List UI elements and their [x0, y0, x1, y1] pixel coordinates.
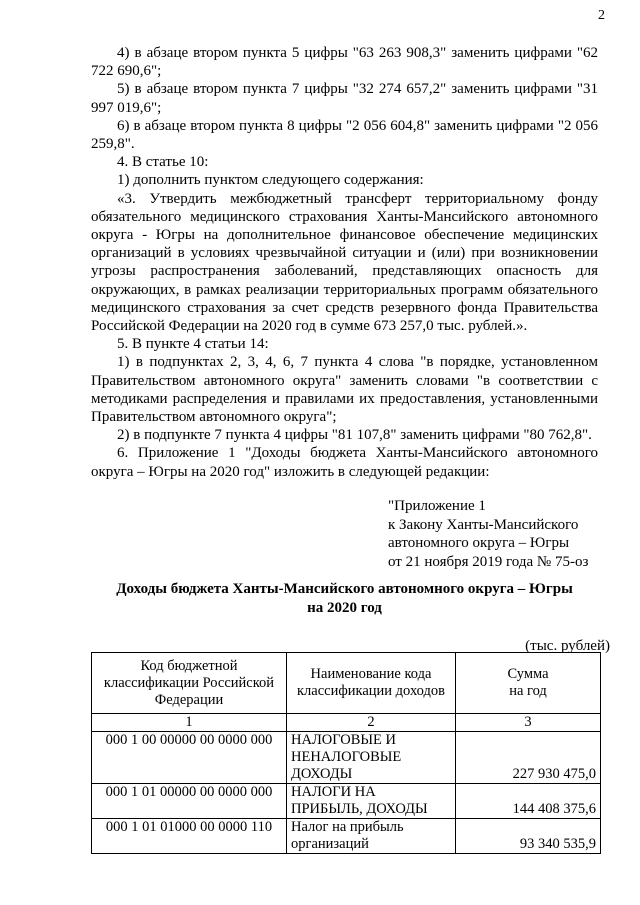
income-table	[91, 652, 601, 854]
paragraph: 5. В пункте 4 статьи 14:	[117, 336, 269, 353]
table-row	[92, 784, 601, 819]
units-label: (тыс. рублей)	[525, 638, 610, 654]
row-amount: 227 930 475,0	[456, 732, 601, 784]
paragraph: 1) в подпунктах 2, 3, 4, 6, 7 пункта 4 слова "в порядке, установленном Правительством автономного округа" заменить словами "в соответствии с методиками распределения и правилами их предоставления, установленными Правительством автономного округа";	[91, 354, 598, 426]
row-name: Налог на прибыль организаций	[287, 819, 456, 854]
row-name: НАЛОГИ НА ПРИБЫЛЬ, ДОХОДЫ	[287, 784, 456, 819]
appendix-line: от 21 ноября 2019 года № 75-оз	[388, 553, 589, 570]
header-name: Наименование кода классификации доходов	[287, 653, 456, 714]
paragraph: 1) дополнить пунктом следующего содержания:	[117, 172, 424, 189]
row-amount: 93 340 535,9	[456, 819, 601, 854]
row-code: 000 1 01 01000 00 0000 110	[92, 819, 287, 854]
header-code: Код бюджетной классификации Российской Федерации	[92, 653, 287, 714]
row-code: 000 1 00 00000 00 0000 000	[92, 732, 287, 784]
table-row	[92, 819, 601, 854]
table-title-line: на 2020 год	[307, 599, 382, 616]
column-number: 3	[456, 714, 601, 732]
paragraph: 5) в абзаце втором пункта 7 цифры "32 274 657,2" заменить цифрами "31 997 019,6";	[91, 81, 598, 116]
paragraph: 4) в абзаце втором пункта 5 цифры "63 263 908,3" заменить цифрами "62 722 690,6";	[91, 45, 598, 80]
table-header-row	[92, 653, 601, 714]
column-number-row	[92, 714, 601, 732]
table-row	[92, 732, 601, 784]
header-amount-line: Сумма	[507, 666, 549, 682]
document-body	[91, 44, 598, 481]
paragraph: 6. Приложение 1 "Доходы бюджета Ханты-Мансийского автономного округа – Югры на 2020 год" изложить в следующей редакции:	[91, 445, 598, 480]
paragraph: 2) в подпункте 7 пункта 4 цифры "81 107,8" заменить цифрами "80 762,8".	[117, 427, 592, 444]
paragraph: 4. В статье 10:	[117, 154, 209, 171]
appendix-line: к Закону Ханты-Мансийского	[388, 516, 579, 533]
row-amount: 144 408 375,6	[456, 784, 601, 819]
paragraph: «3. Утвердить межбюджетный трансферт территориальному фонду обязательного медицинского страхования Ханты-Мансийского автономного округа - Югры на дополнительное финансовое обеспечение медицинских организаций в условиях чрезвычайной ситуации и (или) при возникновении угрозы распространения заболеваний, представляющих опасность для окружающих, в рамках реализации территориальных программ обязательного медицинского страхования за счет средств резервного фонда Правительства Российской Федерации на 2020 год в сумме 673 257,0 тыс. рублей.».	[91, 190, 598, 335]
header-amount-line: на год	[509, 683, 547, 699]
paragraph: 6) в абзаце втором пункта 8 цифры "2 056 604,8" заменить цифрами "2 056 259,8".	[91, 117, 598, 153]
appendix-header	[388, 497, 588, 571]
column-number: 2	[287, 714, 456, 732]
appendix-line: "Приложение 1	[388, 498, 486, 514]
page-number: 2	[598, 8, 605, 23]
table-title-line: Доходы бюджета Ханты-Мансийского автономного округа – Югры	[116, 581, 573, 597]
row-name: НАЛОГОВЫЕ И НЕНАЛОГОВЫЕ ДОХОДЫ	[287, 732, 456, 784]
header-amount	[456, 653, 601, 714]
row-code: 000 1 01 00000 00 0000 000	[92, 784, 287, 819]
column-number: 1	[92, 714, 287, 732]
appendix-line: автономного округа – Югры	[388, 535, 570, 551]
table-title	[91, 580, 598, 617]
